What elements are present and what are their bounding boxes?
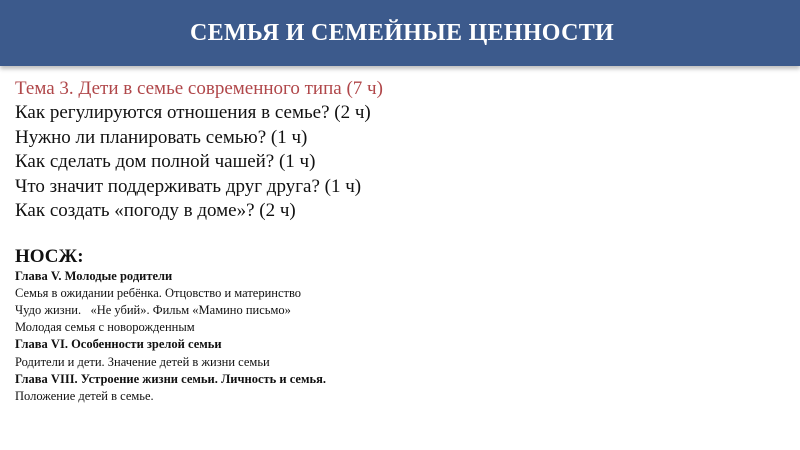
nosj-list — [15, 268, 785, 406]
nosj-lesson: Чудо жизни. «Не убий». Фильм «Мамино письмо» — [15, 302, 291, 317]
question-item: Как сделать дом полной чашей? (1 ч) — [15, 151, 316, 172]
topic-heading: Тема 3. Дети в семье современного типа (7 ч) — [15, 78, 383, 99]
nosj-lesson: Положение детей в семье. — [15, 388, 154, 403]
nosj-lesson: Родители и дети. Значение детей в жизни семьи — [15, 354, 270, 369]
question-item: Как регулируются отношения в семье? (2 ч) — [15, 102, 371, 123]
slide-header — [0, 0, 800, 66]
slide-title: СЕМЬЯ И СЕМЕЙНЫЕ ЦЕННОСТИ — [190, 19, 614, 46]
nosj-heading: НОСЖ: — [15, 245, 84, 267]
question-item: Как создать «погоду в доме»? (2 ч) — [15, 200, 296, 221]
slide-content — [15, 77, 785, 405]
nosj-lesson: Семья в ожидании ребёнка. Отцовство и материнство — [15, 285, 302, 300]
nosj-chapter-title: Глава VI. Особенности зрелой семьи — [15, 337, 222, 352]
nosj-chapter-title: Глава VIII. Устроение жизни семьи. Личность и семья. — [15, 371, 326, 386]
question-item: Нужно ли планировать семью? (1 ч) — [15, 126, 308, 148]
nosj-lesson: Молодая семья с новорожденным — [15, 320, 195, 335]
nosj-chapter-title: Глава V. Молодые родители — [15, 268, 173, 283]
question-list — [15, 101, 785, 224]
question-item: Что значит поддерживать друг друга? (1 ч) — [15, 175, 362, 197]
